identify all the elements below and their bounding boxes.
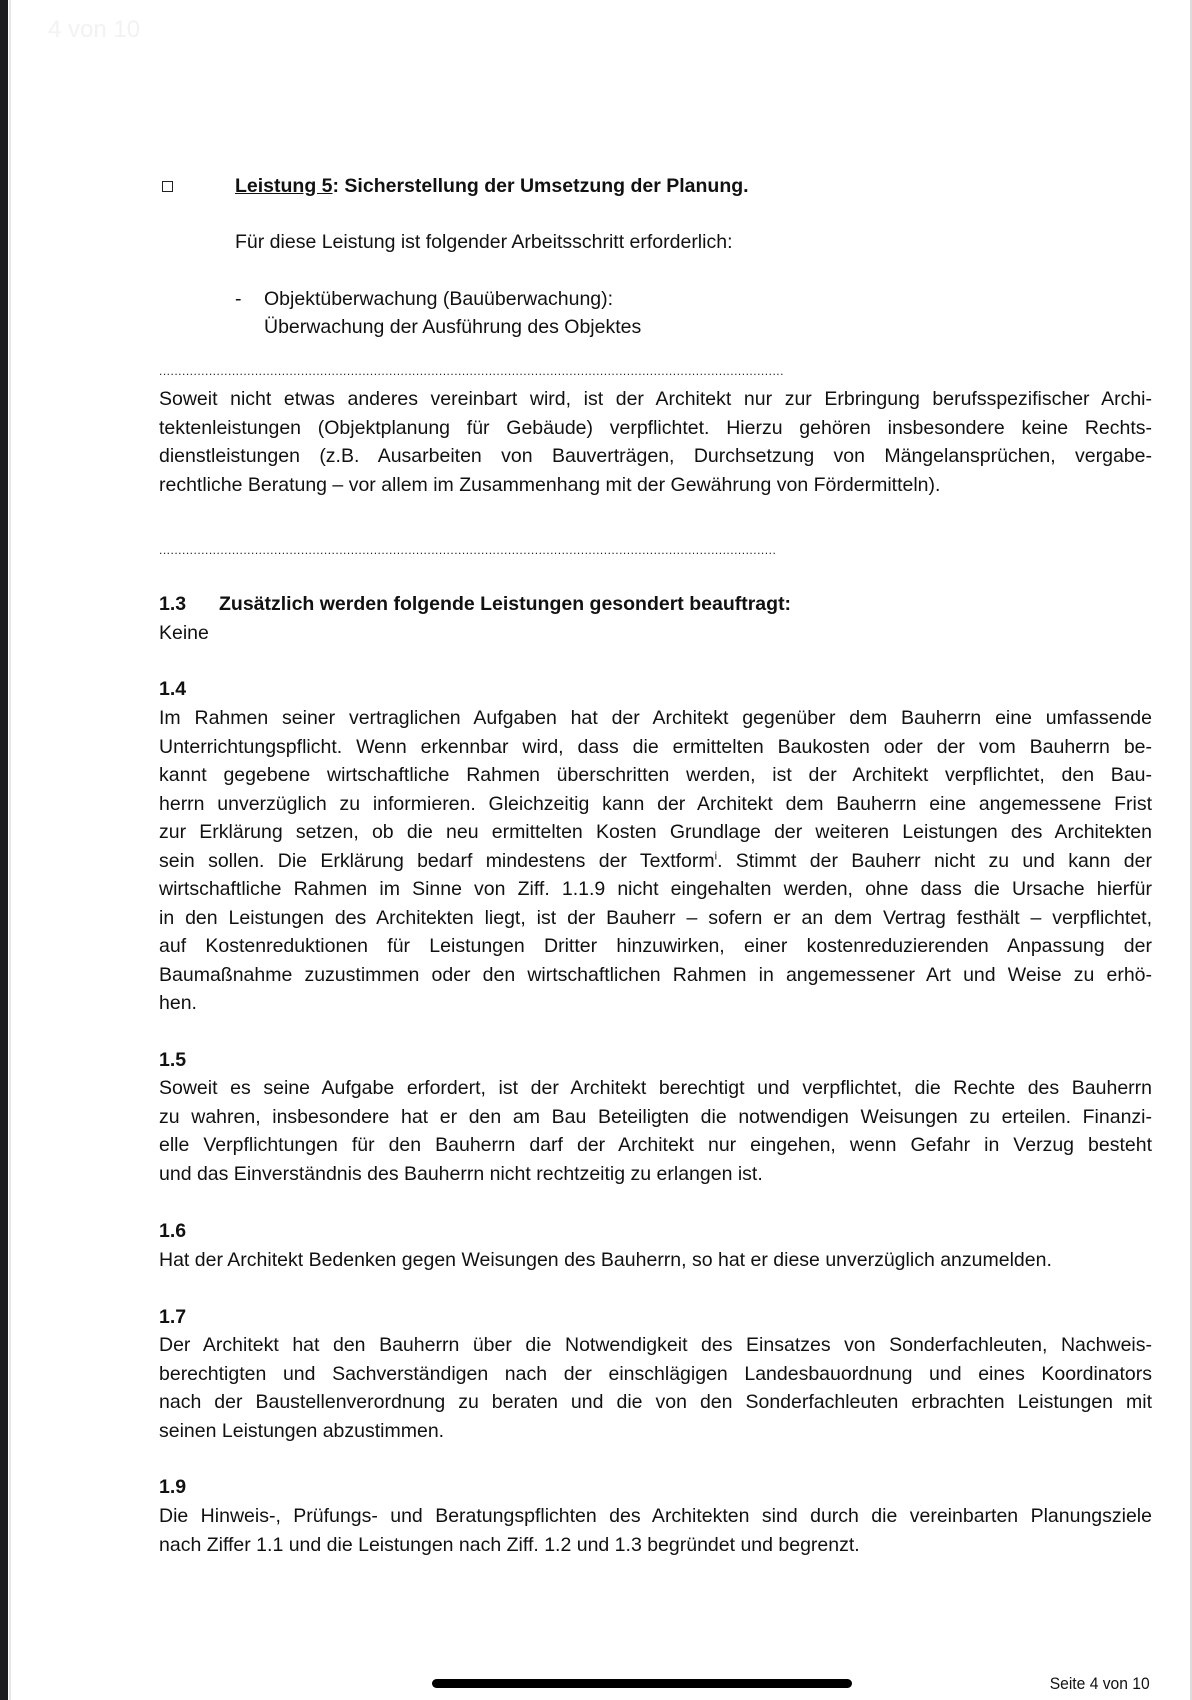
paragraph-line: Unterrichtungspflicht. Wenn erkennbar wird, dass die ermittelten Baukosten oder der vom Bauherrn be- [159, 735, 1152, 758]
paragraph-line: Im Rahmen seiner vertraglichen Aufgaben hat der Architekt gegenüber dem Bauherrn eine umfassende [159, 707, 1152, 729]
paragraph-line: elle Verpflichtungen für den Bauherrn darf der Architekt nur eingehen, wenn Gefahr in Verzug besteht [159, 1134, 1152, 1156]
paragraph-line: rechtliche Beratung – vor allem im Zusammenhang mit der Gewährung von Fördermitteln). [159, 473, 941, 496]
line-text: sein sollen. Die Erklärung bedarf mindestens der Textform [159, 849, 715, 872]
paragraph-line: Soweit nicht etwas anderes vereinbart wird, ist der Architekt nur zur Erbringung berufsspezifischer Archi- [159, 388, 1152, 410]
dotted-separator-1: ................................................................................................................................................................... [159, 364, 784, 378]
leistung5-checkbox[interactable] [162, 181, 173, 192]
section-1-3-number: 1.3 [159, 593, 187, 615]
paragraph-line: wirtschaftliche Rahmen im Sinne von Ziff. 1.1.9 nicht eingehalten werden, ohne dass die Ursache hierfür [159, 878, 1152, 900]
scope-note-paragraph [159, 385, 1152, 499]
paragraph-line: nach Ziffer 1.1 und die Leistungen nach Ziff. 1.2 und 1.3 begründet und begrenzt. [159, 1533, 860, 1556]
leistung5-intro: Für diese Leistung ist folgender Arbeitsschritt erforderlich: [235, 231, 733, 253]
section-1-6-number: 1.6 [159, 1220, 187, 1242]
bullet-dash: - [235, 288, 242, 310]
paragraph-line: nach der Baustellenverordnung zu beraten und die von den Sonderfachleuten erbrachten Leistungen mit [159, 1391, 1152, 1413]
page-number-footer: Seite 4 von 10 [1049, 1674, 1150, 1693]
paragraph-line: und das Einverständnis des Bauherrn nicht rechtzeitig zu erlangen ist. [159, 1162, 763, 1185]
bullet-line-1: Objektüberwachung (Bauüberwachung): [264, 288, 614, 310]
paragraph-line: Hat der Architekt Bedenken gegen Weisungen des Bauherrn, so hat er diese unverzüglich anzumelden. [159, 1249, 1052, 1271]
section-1-7-paragraph [159, 1331, 1152, 1445]
paragraph-line: dienstleistungen (z.B. Ausarbeiten von Bauverträgen, Durchsetzung von Mängelansprüchen, vergabe- [159, 445, 1152, 467]
section-1-5-paragraph [159, 1074, 1152, 1188]
section-1-7-number: 1.7 [159, 1306, 187, 1328]
section-1-5-number: 1.5 [159, 1049, 187, 1071]
paragraph-line: zu wahren, insbesondere hat er den am Bau Beteiligten die notwendigen Weisungen zu erteilen. Finanzi- [159, 1105, 1152, 1128]
paragraph-line: Die Hinweis-, Prüfungs- und Beratungspflichten des Architekten sind durch die vereinbarten Planungsziele [159, 1505, 1152, 1527]
paragraph-line: Der Architekt hat den Bauherrn über die Notwendigkeit des Einsatzes von Sonderfachleuten, Nachweis- [159, 1334, 1152, 1356]
paragraph-line: kannt gegebene wirtschaftliche Rahmen überschritten werden, ist der Architekt verpflichtet, den Bau- [159, 764, 1152, 786]
section-1-3-text: Keine [159, 622, 209, 644]
page-indicator: 4 von 10 [48, 16, 141, 43]
paragraph-line-with-footnote [159, 847, 1152, 876]
line-text: . Stimmt der Bauherr nicht zu und kann der [717, 849, 1152, 872]
paragraph-line: seinen Leistungen abzustimmen. [159, 1419, 445, 1442]
paragraph-line: hen. [159, 992, 197, 1014]
section-1-9-paragraph [159, 1502, 1152, 1559]
paragraph-line: berechtigten und Sachverständigen nach der einschlägigen Landesbauordnung und eines Koordinators [159, 1362, 1152, 1385]
paragraph-line: Baumaßnahme zuzustimmen oder den wirtschaftlichen Rahmen in angemessener Art und Weise zu erhö- [159, 963, 1152, 986]
paragraph-line: herrn unverzüglich zu informieren. Gleichzeitig kann der Architekt dem Bauherrn eine angemessene Frist [159, 792, 1152, 815]
home-indicator-bar[interactable] [432, 1679, 852, 1688]
paragraph-line: zur Erklärung setzen, ob die neu ermittelten Kosten Grundlage der weiteren Leistungen des Architekten [159, 821, 1152, 843]
section-1-4-paragraph [159, 704, 1152, 1018]
leistung5-title-rest: : Sicherstellung der Umsetzung der Planung. [332, 175, 749, 197]
section-1-6-paragraph [159, 1246, 1152, 1275]
section-1-9-number: 1.9 [159, 1476, 187, 1498]
paragraph-line: auf Kostenreduktionen für Leistungen Dritter hinzuwirken, einer kostenreduzierenden Anpassung der [159, 935, 1152, 957]
footnote-marker[interactable]: i [714, 850, 718, 862]
paragraph-line: in den Leistungen des Architekten liegt, ist der Bauherr – sofern er an dem Vertrag festhält – verpflichtet, [159, 906, 1152, 929]
leistung5-title-underlined: Leistung 5 [235, 175, 333, 197]
dotted-separator-2: ................................................................................................................................................................. [159, 543, 777, 557]
leistung5-title [235, 172, 749, 201]
paragraph-line: Soweit es seine Aufgabe erfordert, ist der Architekt berechtigt und verpflichtet, die Rechte des Bauherrn [159, 1077, 1152, 1099]
bullet-line-2: Überwachung der Ausführung des Objektes [264, 316, 642, 338]
section-1-4-number: 1.4 [159, 678, 187, 700]
paragraph-line: tektenleistungen (Objektplanung für Gebäude) verpflichtet. Hierzu gehören insbesondere keine Rechts- [159, 416, 1152, 439]
section-1-3-heading: Zusätzlich werden folgende Leistungen gesondert beauftragt: [219, 593, 792, 615]
